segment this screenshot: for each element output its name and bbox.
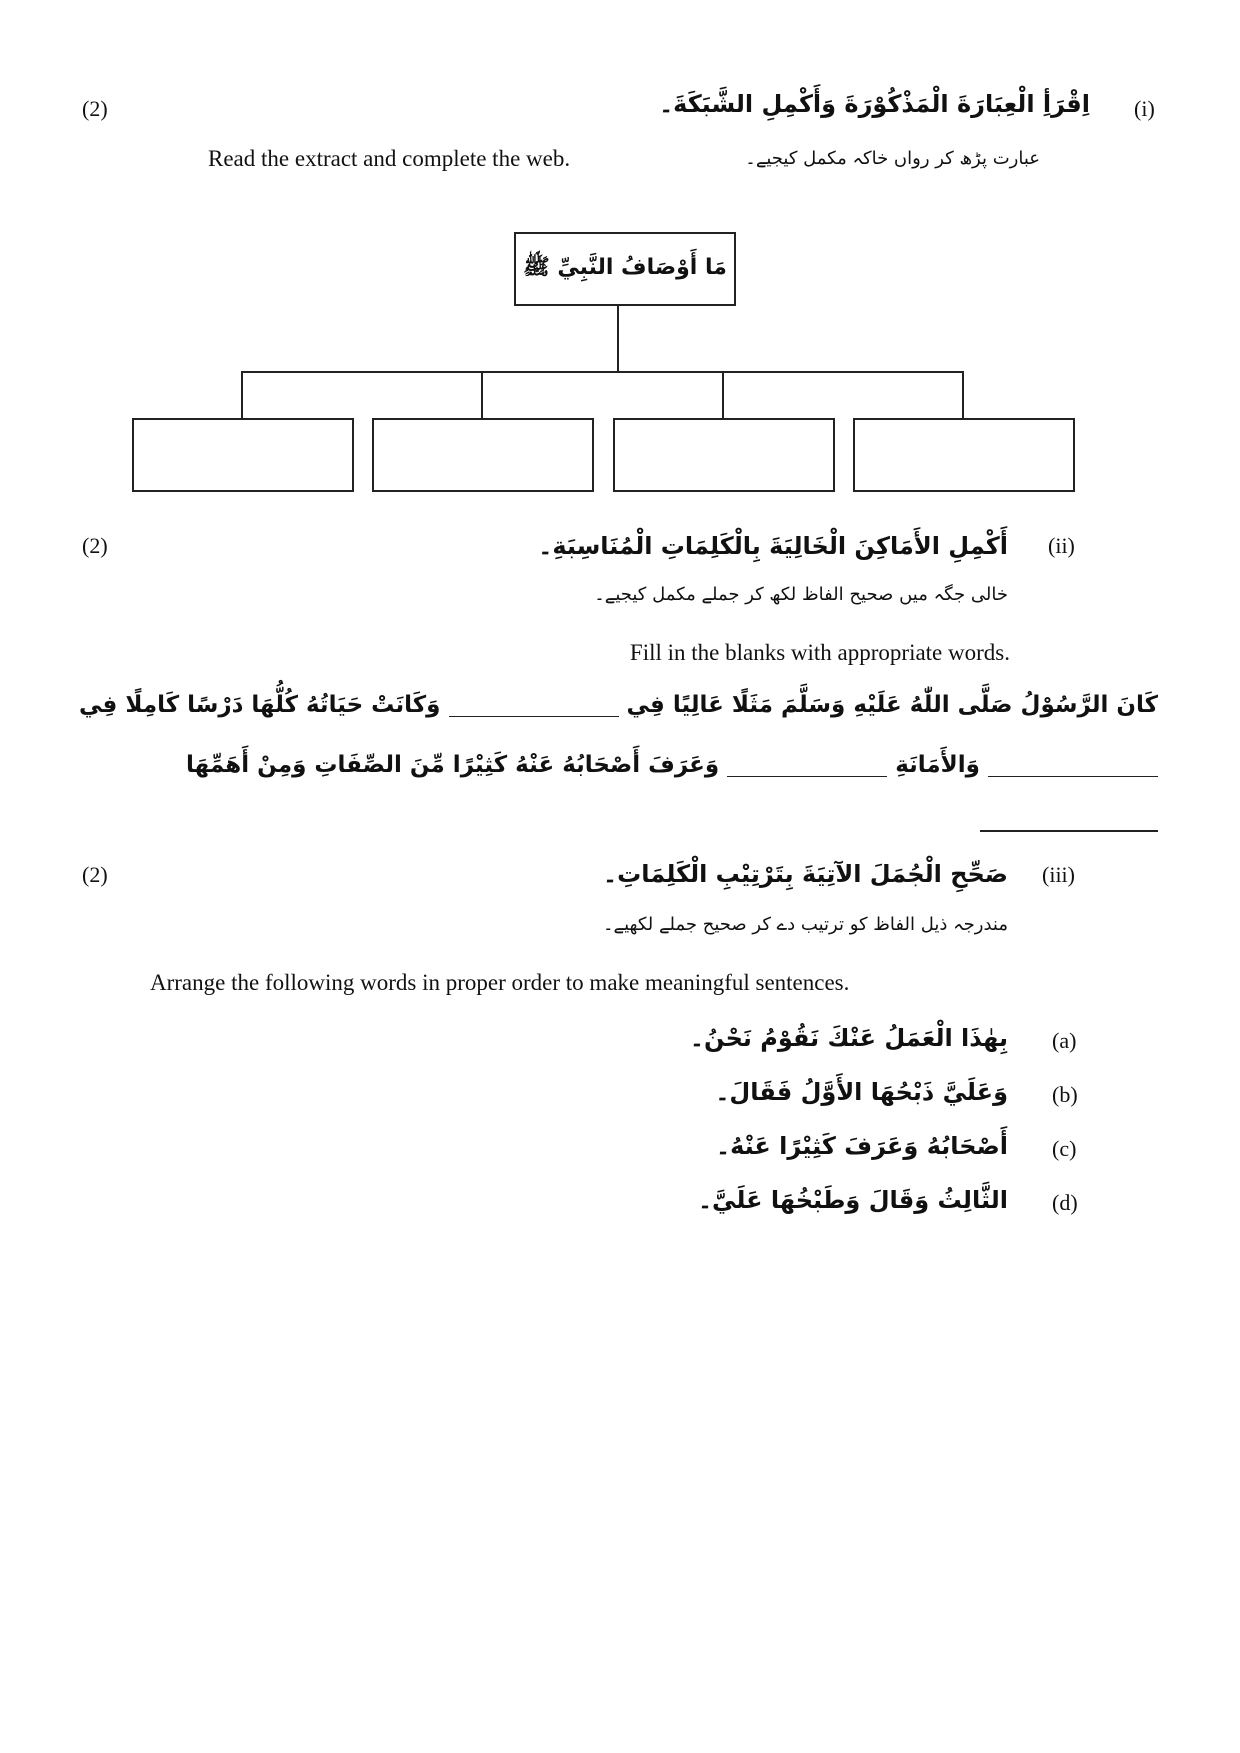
- q2-english-instruction: Fill in the blanks with appropriate words.: [629, 640, 1010, 665]
- q3-item-b-text: وَعَلَيَّ ذَبْحُهَا الأَوَّلُ فَقَالَ۔: [715, 1078, 1008, 1106]
- q2-sentence-line-2: [186, 752, 1158, 778]
- q1-arabic-instruction: اِقْرَأِ الْعِبَارَةَ الْمَذْكُوْرَةَ وَأَكْمِلِ الشَّبَكَةَ۔: [659, 90, 1090, 118]
- q3-item-a-text: بِهٰذَا الْعَمَلُ عَنْكَ نَقُوْمُ نَحْنُ۔: [689, 1024, 1008, 1052]
- q2-line2-part-b: وَعَرَفَ أَصْحَابُهُ عَنْهُ كَثِيْرًا مِّنَ الصِّفَاتِ وَمِنْ أَهَمِّهَا: [186, 752, 720, 778]
- q3-urdu-instruction: مندرجہ ذیل الفاظ کو ترتیب دے کر صحیح جملے لکھیے۔: [603, 914, 1008, 935]
- q2-arabic-instruction: أَكْمِلِ الأَمَاكِنَ الْخَالِيَةَ بِالْكَلِمَاتِ الْمُنَاسِبَةِ۔: [538, 532, 1008, 560]
- web-answer-box-3[interactable]: [613, 418, 835, 492]
- q2-line2-part-a: وَالأَمَانَةِ: [895, 752, 980, 778]
- web-title: مَا أَوْصَافُ النَّبِيِّ ﷺ: [523, 255, 727, 280]
- q2-blank-1[interactable]: [449, 694, 619, 717]
- web-answer-box-2[interactable]: [372, 418, 594, 492]
- q3-number: (iii): [1042, 862, 1075, 887]
- q1-marks: (2): [82, 96, 108, 121]
- q3-item-c-label: (c): [1052, 1136, 1077, 1161]
- web-title-box: [514, 232, 736, 306]
- q1-urdu-instruction: عبارت پڑھ کر رواں خاکہ مکمل کیجیے۔: [745, 148, 1040, 169]
- web-answer-box-1[interactable]: [132, 418, 354, 492]
- q2-marks: (2): [82, 533, 108, 558]
- web-connector-2: [481, 371, 483, 419]
- q1-english-instruction: Read the extract and complete the web.: [208, 146, 571, 171]
- web-branch-line: [241, 371, 964, 373]
- web-stem-line: [617, 306, 619, 372]
- web-connector-4: [962, 371, 964, 419]
- q3-english-instruction: Arrange the following words in proper order to make meaningful sentences.: [150, 970, 850, 995]
- q3-item-b-label: (b): [1052, 1082, 1078, 1107]
- q3-item-a-label: (a): [1052, 1028, 1077, 1053]
- q1-number: (i): [1134, 96, 1155, 121]
- q2-line1-part-a: كَانَ الرَّسُوْلُ صَلَّى اللّٰهُ عَلَيْهِ وَسَلَّمَ مَثَلًا عَالِيًا فِي: [626, 692, 1158, 718]
- q3-item-d-label: (d): [1052, 1190, 1078, 1215]
- q2-blank-3[interactable]: [727, 754, 887, 777]
- q2-blank-4[interactable]: [980, 830, 1158, 832]
- web-answer-box-4[interactable]: [853, 418, 1075, 492]
- q2-line1-part-b: وَكَانَتْ حَيَاتُهُ كُلُّهَا دَرْسًا كَامِلًا فِي: [79, 692, 441, 718]
- q3-marks: (2): [82, 862, 108, 887]
- q2-urdu-instruction: خالی جگہ میں صحیح الفاظ لکھ کر جملے مکمل کیجیے۔: [594, 584, 1008, 605]
- web-connector-1: [241, 371, 243, 419]
- q2-blank-2[interactable]: [988, 754, 1158, 777]
- web-connector-3: [722, 371, 724, 419]
- q2-sentence-line-1: [79, 692, 1158, 718]
- q2-number: (ii): [1048, 533, 1075, 558]
- q3-item-d-text: الثَّالِثُ وَقَالَ وَطَبْخُهَا عَلَيَّ۔: [697, 1186, 1008, 1214]
- q3-item-c-text: أَصْحَابُهُ وَعَرَفَ كَثِيْرًا عَنْهُ۔: [716, 1132, 1008, 1160]
- q3-arabic-instruction: صَحِّحِ الْجُمَلَ الآتِيَةَ بِتَرْتِيْبِ الْكَلِمَاتِ۔: [603, 860, 1008, 888]
